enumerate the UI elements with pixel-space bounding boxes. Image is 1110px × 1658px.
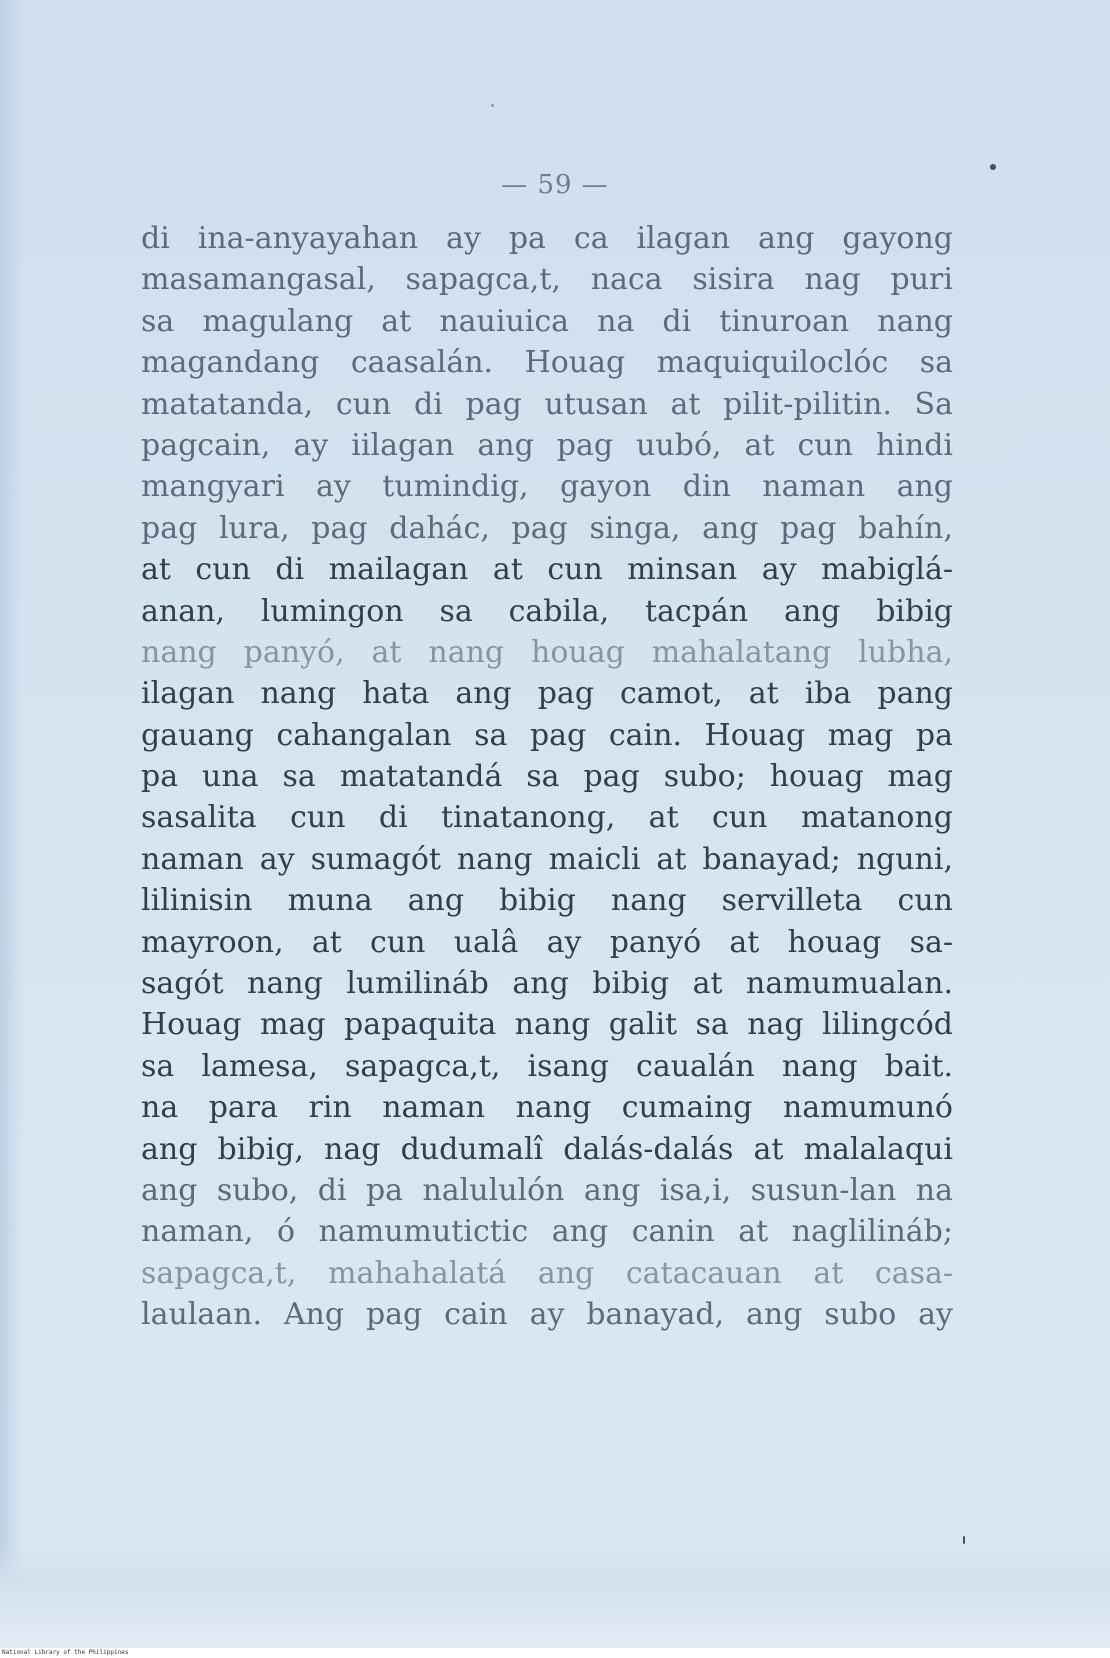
ink-speck [963,1536,965,1544]
text-line: naman ay sumagót nang maicli at banayad; nguni, [141,841,953,877]
text-line: di ina-anyayahan ay pa ca ilagan ang gayong [141,221,953,256]
text-line: sasalita cun di tinatanong, at cun matanong [141,800,953,836]
page-number: — 59 — [501,170,609,200]
text-line: sagót nang lumilináb ang bibig at namumualan. [141,966,953,1002]
text-line: pagcain, ay iilagan ang pag uubó, at cun hindi [141,427,953,463]
text-line: sapagca,t, mahahalatá ang catacauan at casa- [141,1255,953,1291]
text-line: nang panyó, at nang houag mahalatang lubha, [141,634,953,670]
page-edge-shadow [0,0,22,1648]
page-bottom-fade [0,1538,1110,1648]
text-line: naman, ó namumutictic ang canin at naglilináb; [141,1214,953,1250]
text-line: matatanda, cun di pag utusan at pilit-pilitin. Sa [141,386,953,422]
text-line: ang bibig, nag dudumalî dalás-dalás at malalaqui [141,1131,953,1167]
text-line: na para rin naman nang cumaing namumunó [141,1090,953,1126]
text-line: sa magulang at nauiuica na di tinuroan nang [141,303,953,339]
text-line: magandang caasalán. Houag maquiquiloclóc sa [141,345,953,381]
text-line: mangyari ay tumindig, gayon din naman ang [141,469,953,505]
text-line: Houag mag papaquita nang galit sa nag lilingcód [141,1007,953,1043]
text-line: laulaan. Ang pag cain ay banayad, ang subo ay [141,1297,953,1333]
text-line: ang subo, di pa nalululón ang isa,i, susun-lan na [141,1172,953,1208]
library-credit: National Library of the Philippines [2,1649,129,1656]
text-line: at cun di mailagan at cun minsan ay mabiglá- [141,552,953,588]
text-line: pag lura, pag dahác, pag singa, ang pag bahín, [141,510,953,546]
text-line: anan, lumingon sa cabila, tacpán ang bibig [141,593,953,629]
ink-speck [990,164,996,170]
footer-bar [0,1648,1110,1658]
text-line: gauang cahangalan sa pag cain. Houag mag pa [141,717,953,753]
text-line: ilagan nang hata ang pag camot, at iba pang [141,676,953,712]
text-line: masamangasal, sapagca,t, naca sisira nag puri [141,262,953,298]
ink-speck [491,104,494,107]
text-line: pa una sa matatandá sa pag subo; houag mag [141,759,953,795]
text-line: lilinisin muna ang bibig nang servilleta cun [141,883,953,919]
text-line: mayroon, at cun ualâ ay panyó at houag sa- [141,924,953,960]
text-line: sa lamesa, sapagca,t, isang caualán nang bait. [141,1048,953,1084]
body-text [141,218,953,1336]
